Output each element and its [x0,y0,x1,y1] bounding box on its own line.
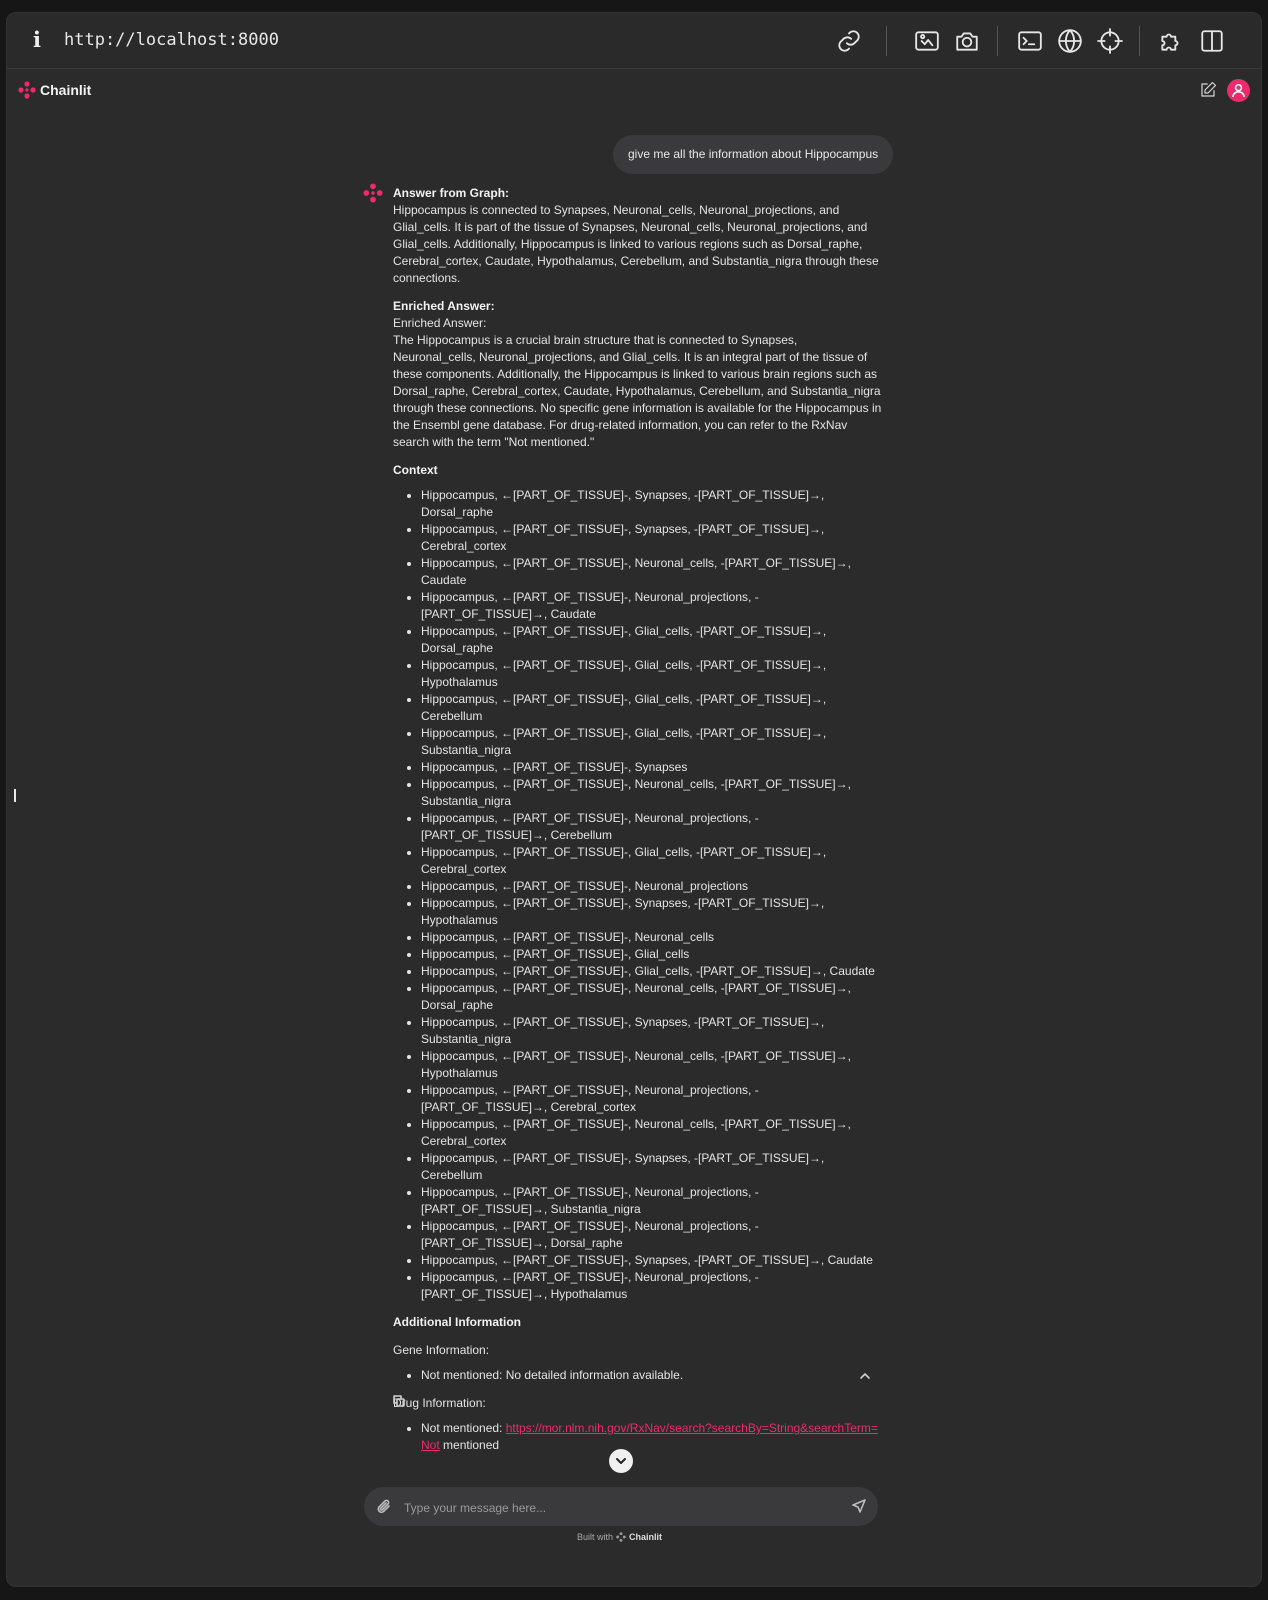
toolbar-divider [1139,26,1140,56]
list-item: • Hippocampus, ←[PART_OF_TISSUE]-, Glial_cells [421,946,883,963]
list-item: • Hippocampus, ←[PART_OF_TISSUE]-, Neuronal_projections, -[PART_OF_TISSUE]→, Caudate [421,589,883,623]
send-button[interactable] [852,1499,866,1513]
toolbar-divider [886,26,887,56]
globe-icon[interactable] [1057,28,1083,54]
list-item: • Hippocampus, ←[PART_OF_TISSUE]-, Glial_cells, -[PART_OF_TISSUE]→, Cerebral_cortex [421,844,883,878]
message-composer [364,1487,878,1526]
list-item: • Hippocampus, ←[PART_OF_TISSUE]-, Synapses, -[PART_OF_TISSUE]→, Cerebellum [421,1150,883,1184]
list-item: • Hippocampus, ←[PART_OF_TISSUE]-, Neuronal_cells, -[PART_OF_TISSUE]→, Dorsal_raphe [421,980,883,1014]
chainlit-logo-icon [616,1532,626,1542]
browser-window [6,12,1262,1587]
list-item: • Hippocampus, ←[PART_OF_TISSUE]-, Synapses [421,759,883,776]
app-header [7,69,1261,113]
brand-name: Chainlit [40,82,92,98]
info-icon[interactable]: i [33,27,41,52]
rxnav-link[interactable]: https://mor.nlm.nih.gov/RxNav/search?searchBy=String&searchTerm=Not [421,1421,878,1452]
footer-brand[interactable]: Chainlit [629,1532,663,1542]
chevron-up-icon [859,1370,871,1382]
link-icon[interactable] [836,28,862,54]
list-item: • Hippocampus, ←[PART_OF_TISSUE]-, Neuronal_projections [421,878,883,895]
list-item: • Hippocampus, ←[PART_OF_TISSUE]-, Neuronal_projections, -[PART_OF_TISSUE]→, Hypothalamus [421,1269,883,1303]
collapse-button[interactable] [859,1369,871,1381]
list-item: • Hippocampus, ←[PART_OF_TISSUE]-, Neuronal_cells, -[PART_OF_TISSUE]→, Caudate [421,555,883,589]
toolbar-divider [997,26,998,56]
gene-info-label: Gene Information: [393,1343,490,1357]
gene-info-list [393,1367,883,1384]
scroll-to-bottom-button[interactable] [609,1449,633,1473]
user-message-bubble: give me all the information about Hippocampus [613,135,893,174]
list-item: • Hippocampus, ←[PART_OF_TISSUE]-, Synapses, -[PART_OF_TISSUE]→, Caudate [421,1252,883,1269]
list-item: • Hippocampus, ←[PART_OF_TISSUE]-, Neuronal_cells, -[PART_OF_TISSUE]→, Substantia_nigra [421,776,883,810]
enriched-answer-label: Enriched Answer: [393,316,487,330]
list-item: • Hippocampus, ←[PART_OF_TISSUE]-, Synapses, -[PART_OF_TISSUE]→, Dorsal_raphe [421,487,883,521]
list-item: • Hippocampus, ←[PART_OF_TISSUE]-, Synapses, -[PART_OF_TISSUE]→, Substantia_nigra [421,1014,883,1048]
list-item: • Hippocampus, ←[PART_OF_TISSUE]-, Glial_cells, -[PART_OF_TISSUE]→, Dorsal_raphe [421,623,883,657]
chainlit-logo-icon [363,183,383,203]
list-item: • Hippocampus, ←[PART_OF_TISSUE]-, Neuronal_projections, -[PART_OF_TISSUE]→, Cerebral_cortex [421,1082,883,1116]
list-item: • Hippocampus, ←[PART_OF_TISSUE]-, Synapses, -[PART_OF_TISSUE]→, Cerebral_cortex [421,521,883,555]
drug-info-list [393,1420,883,1454]
new-chat-icon[interactable] [1199,81,1217,99]
text-cursor [14,789,16,802]
drug-suffix: mentioned [439,1438,500,1452]
list-item: • Hippocampus, ←[PART_OF_TISSUE]-, Neuronal_cells [421,929,883,946]
enriched-answer-text: The Hippocampus is a crucial brain structure that is connected to Synapses, Neuronal_cells, Neuronal_projections, and Glial_cells. It is an integral part of the tissue of these components. Additionally, the Hippocampus is linked to various brain regions such as Dorsal_raphe, Cerebral_cortex, Caudate, Hypothalamus, Cerebellum, and Substantia_nigra through these connections. No specific gene information is available for the Hippocampus in the Ensembl gene database. For drug-related information, you can refer to the RxNav search with the term "Not mentioned." [393,333,882,449]
list-item: • Hippocampus, ←[PART_OF_TISSUE]-, Neuronal_projections, -[PART_OF_TISSUE]→, Cerebellum [421,810,883,844]
list-item: • Hippocampus, ←[PART_OF_TISSUE]-, Glial_cells, -[PART_OF_TISSUE]→, Substantia_nigra [421,725,883,759]
built-with-text: Built with [577,1532,614,1542]
list-item: • Hippocampus, ←[PART_OF_TISSUE]-, Glial_cells, -[PART_OF_TISSUE]→, Hypothalamus [421,657,883,691]
attach-button[interactable] [376,1498,392,1515]
footer [577,1532,662,1542]
crosshair-icon[interactable] [1097,28,1123,54]
list-item: • Hippocampus, ←[PART_OF_TISSUE]-, Neuronal_projections, -[PART_OF_TISSUE]→, Substantia_nigra [421,1184,883,1218]
camera-icon[interactable] [954,28,980,54]
list-item: • Hippocampus, ←[PART_OF_TISSUE]-, Neuronal_cells, -[PART_OF_TISSUE]→, Hypothalamus [421,1048,883,1082]
message-input[interactable] [402,1497,836,1518]
terminal-icon[interactable] [1017,28,1043,54]
context-list [393,487,883,1303]
url-bar [7,13,1261,69]
answer-from-graph-heading: Answer from Graph: [393,186,510,200]
list-item: • Not mentioned: No detailed information available. [421,1367,883,1384]
enriched-answer-heading: Enriched Answer: [393,299,495,313]
list-item: • Hippocampus, ←[PART_OF_TISSUE]-, Glial_cells, -[PART_OF_TISSUE]→, Caudate [421,963,883,980]
additional-info-heading: Additional Information [393,1315,521,1329]
assistant-avatar [363,183,383,203]
drug-prefix: Not mentioned: [421,1421,506,1435]
chainlit-logo-icon [18,81,36,99]
image-icon[interactable] [914,28,940,54]
chevron-down-icon [615,1456,627,1466]
context-heading: Context [393,463,438,477]
assistant-message [393,185,883,1454]
paperclip-icon [376,1498,392,1515]
brand[interactable] [18,81,91,99]
list-item: • Hippocampus, ←[PART_OF_TISSUE]-, Neuronal_cells, -[PART_OF_TISSUE]→, Cerebral_cortex [421,1116,883,1150]
user-icon [1232,83,1245,98]
user-avatar[interactable] [1227,79,1250,102]
list-item: • Hippocampus, ←[PART_OF_TISSUE]-, Neuronal_projections, -[PART_OF_TISSUE]→, Dorsal_raphe [421,1218,883,1252]
extension-icon[interactable] [1158,28,1184,54]
copy-icon [393,1395,405,1407]
drug-info-label: Drug Information: [393,1396,486,1410]
list-item [421,1420,883,1454]
split-view-icon[interactable] [1199,28,1225,54]
send-icon [852,1499,866,1513]
list-item: • Hippocampus, ←[PART_OF_TISSUE]-, Synapses, -[PART_OF_TISSUE]→, Hypothalamus [421,895,883,929]
url-text[interactable]: http://localhost:8000 [64,30,279,50]
answer-from-graph-text: Hippocampus is connected to Synapses, Neuronal_cells, Neuronal_projections, and Glial_cells. It is part of the tissue of Synapses, Neuronal_cells, Neuronal_projections, and Glial_cells. Additionally, Hippocampus is linked to various regions such as Dorsal_raphe, Cerebral_cortex, Caudate, Hypothalamus, Cerebellum, and Substantia_nigra through these connections. [393,203,879,285]
copy-button[interactable] [393,1394,405,1406]
list-item: • Hippocampus, ←[PART_OF_TISSUE]-, Glial_cells, -[PART_OF_TISSUE]→, Cerebellum [421,691,883,725]
